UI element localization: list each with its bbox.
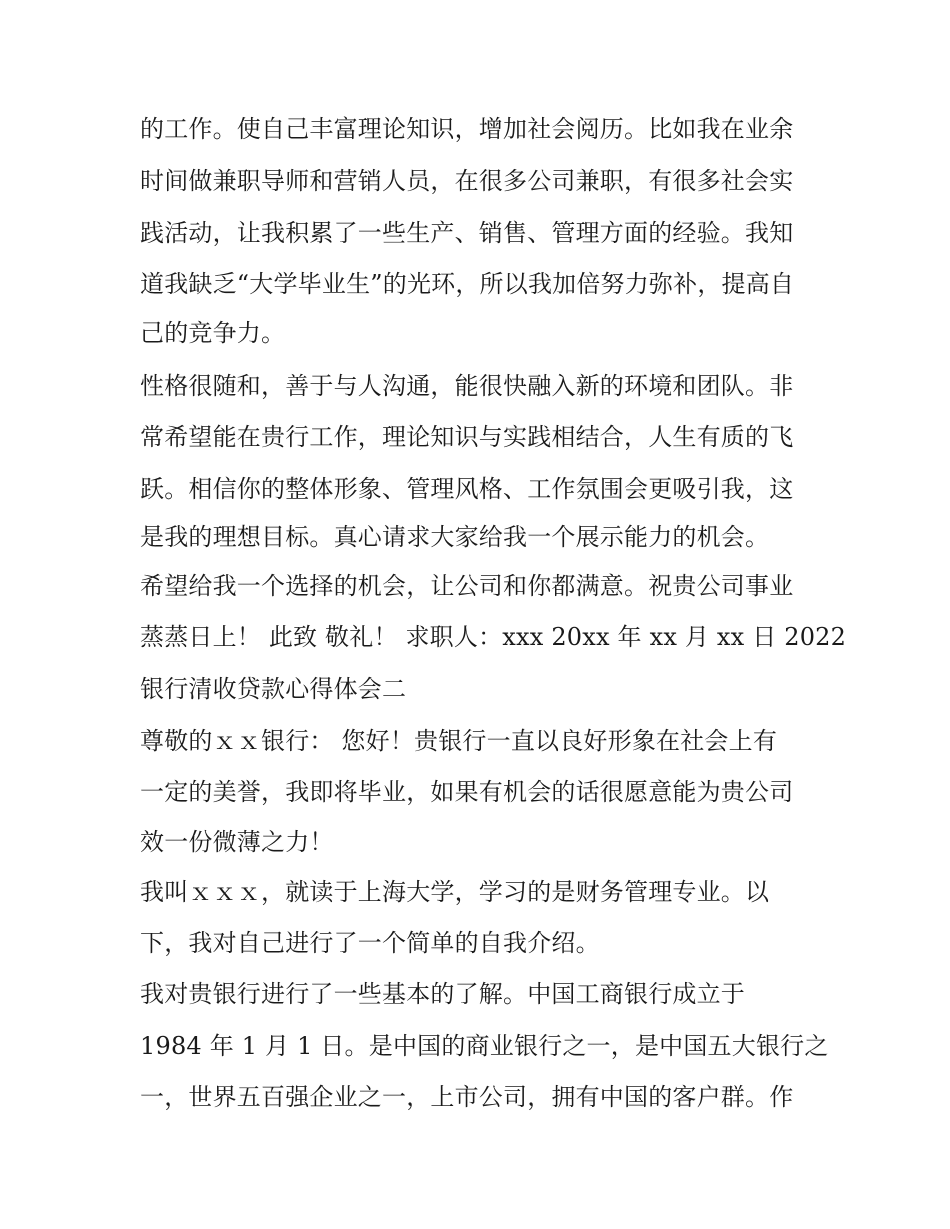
text-line: 银行清收贷款心得体会二 [140, 675, 407, 703]
text-line: 的工作。使自己丰富理论知识，增加社会阅历。比如我在业余 [140, 115, 794, 143]
text-line: 我对贵银行进行了一些基本的了解。中国工商银行成立于 [140, 980, 745, 1008]
text-line: 性格很随和，善于与人沟通，能很快融入新的环境和团队。非 [140, 372, 794, 400]
text-line: 己的竞争力。 [140, 319, 286, 347]
text-line: 时间做兼职导师和营销人员，在很多公司兼职，有很多社会实 [140, 167, 794, 195]
text-line: 1984 年 1 月 1 日。是中国的商业银行之一，是中国五大银行之 [140, 1032, 829, 1060]
text-line: 蒸蒸日上！ 此致 敬礼！ 求职人：xxx 20xx 年 xx 月 xx 日 2022 [140, 623, 847, 651]
text-line: 效一份微薄之力！ [140, 828, 334, 856]
text-line: 希望给我一个选择的机会，让公司和你都满意。祝贵公司事业 [140, 572, 794, 600]
text-line: 是我的理想目标。真心请求大家给我一个展示能力的机会。 [140, 523, 770, 551]
text-line: 下，我对自己进行了一个简单的自我介绍。 [140, 929, 600, 957]
text-line: 跃。相信你的整体形象、管理风格、工作氛围会更吸引我，这 [140, 475, 794, 503]
text-line: 我叫ｘｘｘ，就读于上海大学，学习的是财务管理专业。以 [140, 878, 770, 906]
text-line: 践活动，让我积累了一些生产、销售、管理方面的经验。我知 [140, 219, 794, 247]
text-line: 常希望能在贵行工作，理论知识与实践相结合，人生有质的飞 [140, 423, 794, 451]
text-line: 道我缺乏“大学毕业生”的光环，所以我加倍努力弥补，提高自 [140, 270, 795, 298]
text-line: 一定的美誉，我即将毕业，如果有机会的话很愿意能为贵公司 [140, 778, 794, 806]
text-line: 一，世界五百强企业之一，上市公司，拥有中国的客户群。作 [140, 1083, 794, 1111]
text-line: 尊敬的ｘｘ银行： 您好！贵银行一直以良好形象在社会上有 [140, 727, 778, 755]
